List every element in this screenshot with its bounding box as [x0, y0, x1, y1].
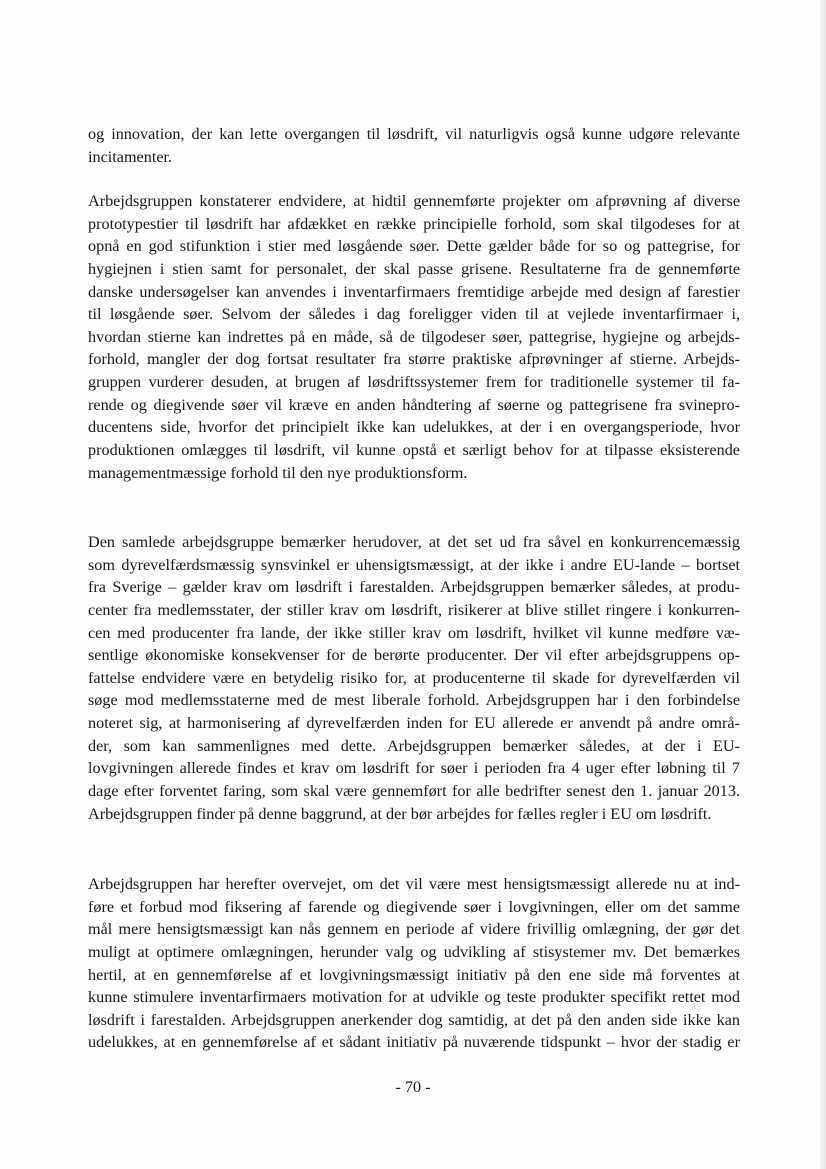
- text-line: til løsgående søer. Selvom der således i dag foreligger viden til at vejlede inventarfirmaer i,: [88, 305, 740, 324]
- text-line: dage efter forventet faring, som skal være gennemført for alle bedrifter senest den 1. januar 2013.: [88, 782, 740, 801]
- text-line: fra Sverige – gælder krav om løsdrift i farestalden. Arbejdsgruppen bemærker således, at produ-: [88, 578, 740, 597]
- text-line: der, som kan sammenlignes med dette. Arbejdsgruppen bemærker således, at der i EU-: [88, 736, 740, 755]
- text-line: danske undersøgelser kan anvendes i inventarfirmaers fremtidige arbejde med design af farestier: [88, 282, 740, 301]
- text-line: kunne stimulere inventarfirmaers motivation for at udvikle og teste produkter specifikt rettet mod: [88, 988, 740, 1007]
- text-line: løsdrift i farestalden. Arbejdsgruppen anerkender dog samtidig, at det på den anden side ikke kan: [88, 1010, 740, 1029]
- text-line: hertil, at en gennemførelse af et lovgivningsmæssigt initiativ på den ene side må forventes at: [88, 965, 740, 984]
- text-line: gruppen vurderer desuden, at brugen af løsdriftssystemer frem for traditionelle systemer til fa-: [88, 373, 740, 392]
- text-line: opnå en god stifunktion i stier med løsgående søer. Dette gælder både for so og pattegrise, for: [88, 237, 740, 256]
- text-line: sentlige økonomiske konsekvenser for de berørte producenter. Der vil efter arbejdsgruppens op-: [88, 646, 740, 665]
- text-line: Arbejdsgruppen konstaterer endvidere, at hidtil gennemførte projekter om afprøvning af diverse: [88, 192, 740, 210]
- text-line: noteret sig, at harmonisering af dyrevelfærden inden for EU allerede er anvendt på andre områ-: [88, 714, 740, 733]
- text-line: udelukkes, at en gennemførelse af et sådant initiativ på nuværende tidspunkt – hvor der stadig er: [88, 1033, 740, 1052]
- text-line: fattelse endvidere være en betydelig risiko for, at producenterne til skade for dyrevelfærden vil: [88, 668, 740, 687]
- text-line: managementmæssige forhold til den nye produktionsform.: [88, 463, 468, 482]
- text-line: incitamenter.: [88, 147, 173, 166]
- text-line: hvordan stierne kan indrettes på en måde, så de tilgodeser søer, pattegrise, hygiejne og arbejds-: [88, 327, 740, 346]
- page-edge: [820, 0, 826, 1169]
- text-line: cen med producenter fra lande, der ikke stiller krav om løsdrift, hvilket vil kunne medføre væ-: [88, 623, 740, 642]
- text-line: lovgivningen allerede findes et krav om løsdrift for søer i perioden fra 4 uger efter løbning til 7: [88, 759, 740, 778]
- text-line: og innovation, der kan lette overgangen til løsdrift, vil naturligvis også kunne udgøre relevante: [88, 125, 740, 143]
- paragraph-1: [88, 123, 740, 168]
- text-line: prototypestier til løsdrift har afdækket en række principielle forhold, som skal tilgodeses for at: [88, 214, 740, 233]
- page-number: - 70 -: [395, 1078, 431, 1096]
- text-line: hygiejnen i stien samt for personalet, der skal passe grisene. Resultaterne fra de gennemførte: [88, 259, 740, 278]
- text-line: forhold, mangler der dog fortsat resultater fra større praktiske afprøvninger af stierne. Arbejds-: [88, 350, 740, 369]
- text-line: center fra medlemsstater, der stiller krav om løsdrift, risikerer at blive stillet ringere i konkurren-: [88, 600, 740, 619]
- paragraph-2: [88, 190, 740, 484]
- text-line: Arbejdsgruppen har herefter overvejet, om det vil være mest hensigtsmæssigt allerede nu at ind-: [88, 875, 740, 893]
- text-line: Arbejdsgruppen finder på denne baggrund, at der bør arbejdes for fælles regler i EU om løsdrift.: [88, 804, 712, 823]
- text-line: produktionen omlægges til løsdrift, vil kunne opstå et særligt behov for at tilpasse eksisterende: [88, 441, 740, 460]
- text-line: ducentens side, hvorfor det principielt ikke kan udelukkes, at der i en overgangsperiode, hvor: [88, 418, 740, 437]
- text-line: søge mod medlemsstaterne med de mest liberale forhold. Arbejdsgruppen har i den forbindelse: [88, 691, 740, 710]
- text-line: mål mere hensigtsmæssigt kan nås gennem en periode af videre frivillig omlægning, der gør det: [88, 920, 740, 939]
- text-line: rende og diegivende søer vil kræve en anden håndtering af søerne og pattegrisene fra svinepro-: [88, 395, 740, 414]
- text-line: muligt at optimere omlægningen, herunder valg og udvikling af stisystemer mv. Det bemærkes: [88, 942, 740, 961]
- text-line: føre et forbud mod fiksering af farende og diegivende søer i lovgivningen, eller om det samme: [88, 897, 740, 916]
- paragraph-3: [88, 531, 740, 825]
- paragraph-4: [88, 873, 740, 1054]
- text-line: Den samlede arbejdsgruppe bemærker herudover, at det set ud fra såvel en konkurrencemæssig: [88, 533, 740, 551]
- text-line: som dyrevelfærdsmæssig synsvinkel er uhensigtsmæssigt, at der ikke i andre EU-lande – bortset: [88, 555, 740, 574]
